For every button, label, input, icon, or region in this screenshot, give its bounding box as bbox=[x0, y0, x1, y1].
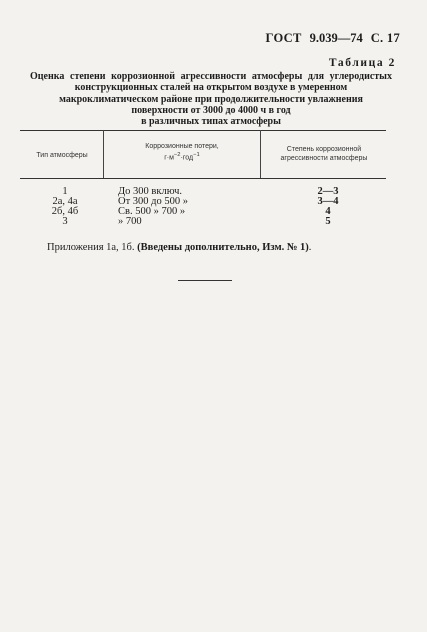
note-prefix: Приложения 1а, 1б. bbox=[47, 242, 138, 253]
unit-exponent: −1 bbox=[193, 152, 200, 158]
header-atmosphere-type: Тип атмосферы bbox=[36, 152, 88, 159]
page-number: С. 17 bbox=[370, 31, 400, 45]
header-corrosion-loss-label: Коррозионные потери, bbox=[145, 143, 219, 150]
caption-line: конструкционных сталей на открытом воздухе в умеренном bbox=[74, 82, 348, 94]
unit-exponent: −2 bbox=[173, 152, 181, 158]
cell-degree: 5 bbox=[325, 216, 331, 227]
cell-loss: » 700 bbox=[118, 216, 142, 227]
cell-degree: 3—4 bbox=[317, 196, 339, 207]
cell-degree: 4 bbox=[325, 206, 331, 217]
page-header bbox=[266, 31, 401, 46]
cell-loss: От 300 до 500 » bbox=[118, 196, 189, 207]
cell-type: 3 bbox=[62, 216, 68, 227]
cell-type: 2б, 4б bbox=[51, 206, 79, 217]
column-divider bbox=[260, 130, 261, 178]
note-bold: (Введены дополнительно, Изм. № 1) bbox=[137, 242, 309, 253]
standard-number: 9.039—74 bbox=[309, 31, 363, 45]
unit-part: г·м bbox=[164, 154, 174, 162]
standard-label: ГОСТ bbox=[265, 31, 302, 45]
end-divider bbox=[178, 280, 232, 281]
cell-loss: Св. 500 » 700 » bbox=[118, 206, 186, 217]
amendment-note bbox=[47, 242, 311, 253]
cell-type: 1 bbox=[62, 186, 68, 197]
header-unit bbox=[105, 151, 259, 162]
column-divider bbox=[103, 130, 104, 178]
header-line: агрессивности атмосферы bbox=[280, 155, 368, 162]
note-suffix: . bbox=[308, 242, 312, 253]
unit-part: ·год bbox=[180, 154, 194, 162]
header-aggressiveness-degree bbox=[262, 145, 386, 163]
table-top-rule bbox=[20, 130, 386, 131]
cell-loss: До 300 включ. bbox=[118, 186, 183, 197]
cell-type: 2а, 4а bbox=[52, 196, 78, 207]
header-corrosion-loss bbox=[105, 142, 259, 162]
header-line: Степень коррозионной bbox=[286, 146, 362, 153]
cell-degree: 2—3 bbox=[317, 186, 339, 197]
caption-line: в различных типах атмосферы bbox=[141, 116, 281, 128]
table-label: Таблица 2 bbox=[328, 57, 396, 69]
table-header-rule bbox=[20, 178, 386, 179]
table-caption bbox=[30, 71, 392, 127]
caption-line: макроклиматическом районе при продолжительности увлажнения bbox=[59, 93, 363, 105]
caption-line: поверхности от 3000 до 4000 ч в год bbox=[131, 104, 291, 116]
caption-line: Оценка степени коррозионной агрессивности атмосферы для углеродистых bbox=[30, 71, 392, 82]
